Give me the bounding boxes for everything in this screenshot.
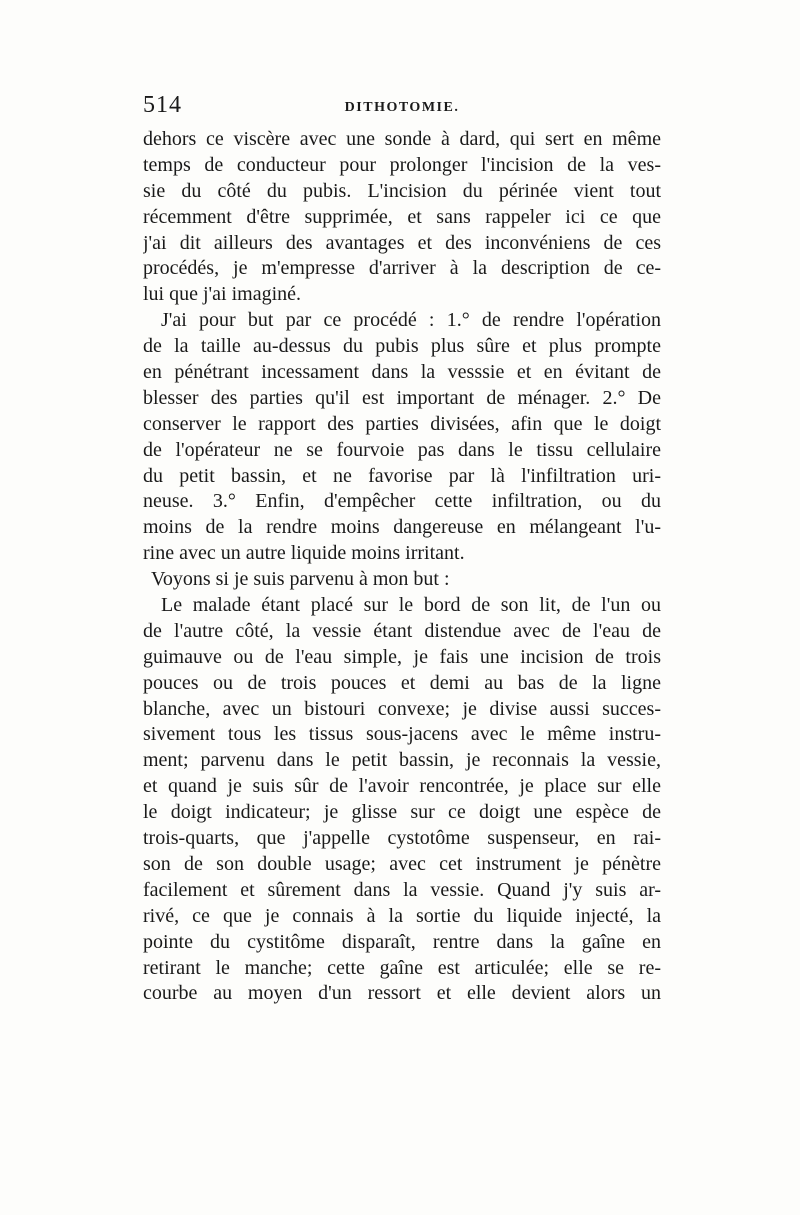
text-line: retirant le manche; cette gaîne est articulée; elle se re- bbox=[143, 956, 661, 979]
text-line: moins de la rendre moins dangereuse en mélangeant l'u- bbox=[143, 516, 661, 539]
body-text bbox=[143, 127, 661, 1007]
text-line: le doigt indicateur; je glisse sur ce doigt une espèce de bbox=[143, 801, 661, 824]
text-line: temps de conducteur pour prolonger l'incision de la ves- bbox=[143, 153, 661, 176]
text-line: courbe au moyen d'un ressort et elle devient alors un bbox=[143, 982, 661, 1005]
text-line: rivé, ce que je connais à la sortie du liquide injecté, la bbox=[143, 904, 661, 927]
text-line: conserver le rapport des parties divisées, afin que le doigt bbox=[143, 412, 661, 435]
page-header bbox=[143, 92, 661, 126]
text-line: blanche, avec un bistouri convexe; je divise aussi succes- bbox=[143, 697, 661, 720]
text-line: sivement tous les tissus sous-jacens avec le même instru- bbox=[143, 723, 661, 746]
text-line: rine avec un autre liquide moins irritant. bbox=[143, 542, 465, 565]
text-line: guimauve ou de l'eau simple, je fais une incision de trois bbox=[143, 645, 661, 668]
text-line: blesser des parties qu'il est important de ménager. 2.° De bbox=[143, 386, 661, 409]
text-line: pouces ou de trois pouces et demi au bas de la ligne bbox=[143, 671, 661, 694]
text-line: procédés, je m'empresse d'arriver à la description de ce- bbox=[143, 257, 661, 280]
text-line: son de son double usage; avec cet instrument je pénètre bbox=[143, 852, 661, 875]
text-line: et quand je suis sûr de l'avoir rencontrée, je place sur elle bbox=[143, 775, 661, 798]
text-line: dehors ce viscère avec une sonde à dard, qui sert en même bbox=[143, 128, 661, 150]
text-line: lui que j'ai imaginé. bbox=[143, 283, 302, 306]
text-line: sie du côté du pubis. L'incision du périnée vient tout bbox=[143, 179, 661, 202]
text-line: Voyons si je suis parvenu à mon but : bbox=[151, 568, 450, 591]
text-line: du petit bassin, et ne favorise par là l'infiltration uri- bbox=[143, 464, 661, 487]
text-line: trois-quarts, que j'appelle cystotôme suspenseur, en rai- bbox=[143, 827, 661, 850]
text-line: pointe du cystitôme disparaît, rentre dans la gaîne en bbox=[143, 930, 661, 953]
text-line: J'ai pour but par ce procédé : 1.° de rendre l'opération bbox=[161, 309, 661, 332]
text-line: de la taille au-dessus du pubis plus sûre et plus prompte bbox=[143, 335, 661, 358]
text-line: neuse. 3.° Enfin, d'empêcher cette infiltration, ou du bbox=[143, 490, 661, 513]
text-line: ment; parvenu dans le petit bassin, je reconnais la vessie, bbox=[143, 749, 661, 772]
page-number: 514 bbox=[143, 92, 182, 118]
text-line: Le malade étant placé sur le bord de son lit, de l'un ou bbox=[161, 594, 661, 617]
text-line: récemment d'être supprimée, et sans rappeler ici ce que bbox=[143, 205, 661, 228]
text-line: en pénétrant incessament dans la vesssie et en évitant de bbox=[143, 361, 661, 384]
running-title: DITHOTOMIE. bbox=[344, 100, 460, 115]
text-line: j'ai dit ailleurs des avantages et des inconvéniens de ces bbox=[143, 231, 661, 254]
text-line: de l'opérateur ne se fourvoie pas dans le tissu cellulaire bbox=[143, 438, 661, 461]
text-line: de l'autre côté, la vessie étant distendue avec de l'eau de bbox=[143, 619, 661, 642]
text-line: facilement et sûrement dans la vessie. Quand j'y suis ar- bbox=[143, 878, 661, 901]
